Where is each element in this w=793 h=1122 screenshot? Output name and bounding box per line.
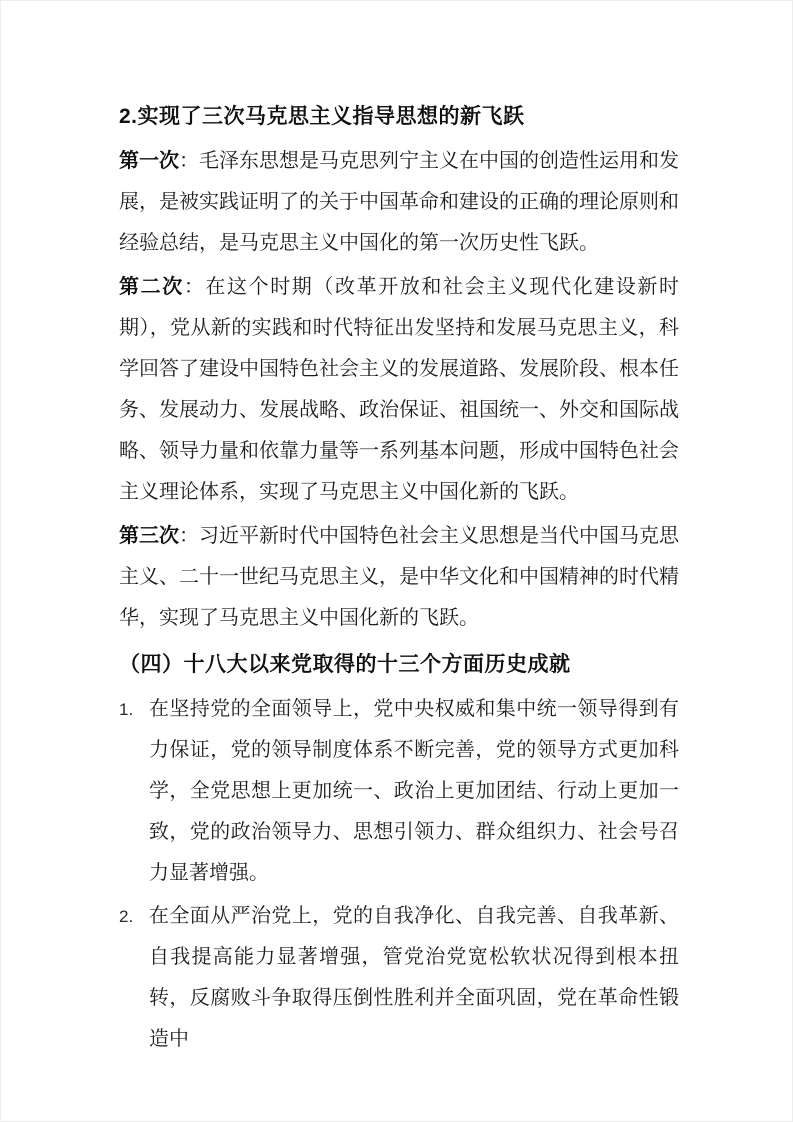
para-first-leap-body: ：毛泽东思想是马克思列宁主义在中国的创造性运用和发展，是被实践证明了的关于中国革命和建设的正确的理论原则和经验总结，是马克思主义中国化的第一次历史性飞跃。: [119, 150, 679, 254]
list-item-1-text: 在坚持党的全面领导上，党中央权威和集中统一领导得到有力保证，党的领导制度体系不断完善，党的领导方式更加科学，全党思想上更加统一、政治上更加团结、行动上更加一致，党的政治领导力、思想引领力、群众组织力、社会号召力显著增强。: [149, 698, 679, 884]
para-second-leap-body: ：在这个时期（改革开放和社会主义现代化建设新时期），党从新的实践和时代特征出发坚持和发展马克思主义，科学回答了建设中国特色社会主义的发展道路、发展阶段、根本任务、发展动力、发展战略、政治保证、祖国统一、外交和国际战略、领导力量和依靠力量等一系列基本问题，形成中国特色社会主义理论体系，实现了马克思主义中国化新的飞跃。: [119, 276, 680, 503]
list-item-2-text: 在全面从严治党上，党的自我净化、自我完善、自我革新、自我提高能力显著增强，管党治党宽松软状况得到根本扭转，反腐败斗争取得压倒性胜利并全面巩固，党在革命性锻造中: [149, 905, 679, 1050]
list-item-1: [119, 689, 679, 894]
heading-three-leaps: 2.实现了三次马克思主义指导思想的新飞跃: [119, 105, 525, 128]
heading-thirteen-achievements: （四）十八大以来党取得的十三个方面历史成就: [119, 653, 571, 676]
achievements-list: [119, 689, 679, 1060]
para-third-leap: [119, 516, 679, 639]
document-content: [119, 91, 679, 1062]
list-item-2-number: 2.: [119, 907, 134, 926]
para-first-leap: [119, 141, 679, 264]
para-second-leap-lead: 第二次: [119, 276, 184, 298]
list-item-2: [119, 896, 679, 1060]
para-third-leap-lead: 第三次: [119, 525, 179, 547]
para-first-leap-lead: 第一次: [119, 150, 179, 172]
para-third-leap-body: ：习近平新时代中国特色社会主义思想是当代中国马克思主义、二十一世纪马克思主义，是中华文化和中国精神的时代精华，实现了马克思主义中国化新的飞跃。: [119, 525, 679, 629]
list-item-1-number: 1.: [119, 700, 134, 719]
para-second-leap: [119, 267, 679, 513]
